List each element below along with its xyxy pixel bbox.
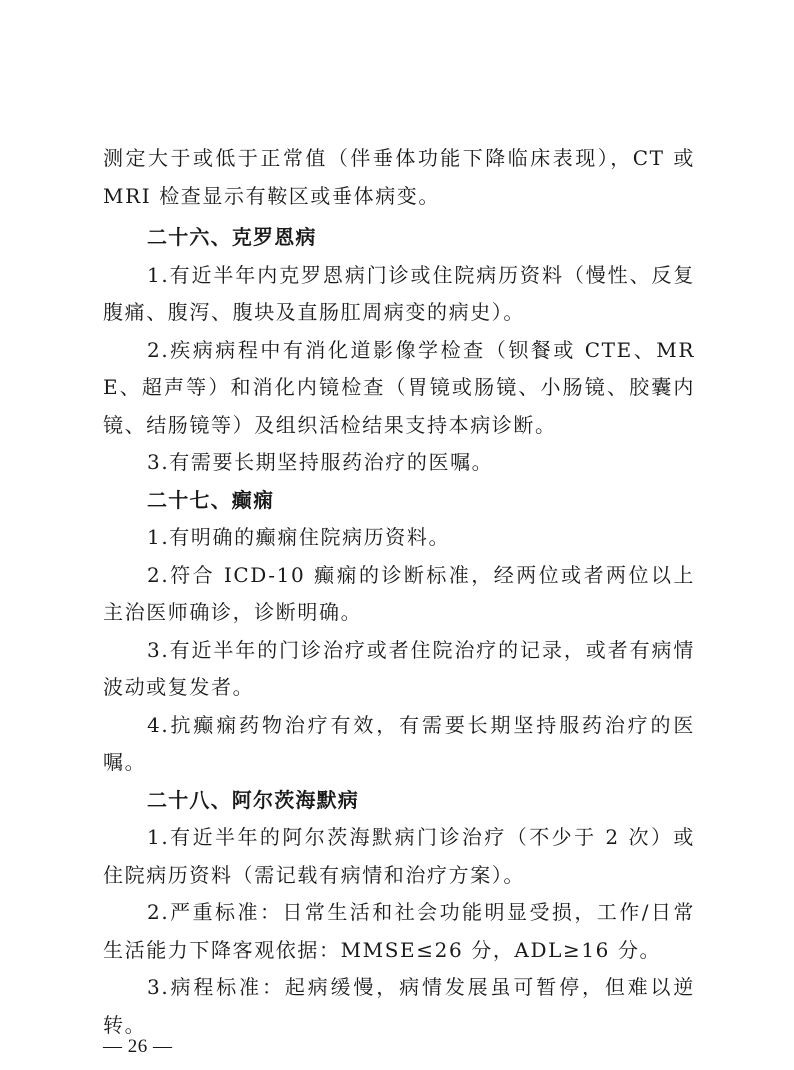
alzheimers-item-3: 3.病程标准：起病缓慢，病情发展虽可暂停，但难以逆转。 [103,975,695,1037]
crohns-item-3: 3.有需要长期坚持服药治疗的医嘱。 [147,450,494,474]
epilepsy-item-2: 2.符合 ICD-10 癫痫的诊断标准，经两位或者两位以上主治医师确诊，诊断明确。 [103,562,695,624]
page-number: — 26 — [103,1036,173,1057]
epilepsy-item-1: 1.有明确的癫痫住院病历资料。 [147,525,451,549]
epilepsy-item-4: 4.抗癫痫药物治疗有效，有需要长期坚持服药治疗的医嘱。 [103,712,695,774]
section-heading-alzheimers: 二十八、阿尔茨海默病 [147,787,359,812]
document-body [103,140,695,1044]
section-heading-crohns: 二十六、克罗恩病 [147,225,317,249]
crohns-item-2: 2.疾病病程中有消化道影像学检查（钡餐或 CTE、MRE、超声等）和消化内镜检查（胃镜或肠镜、小肠镜、胶囊内镜、结肠镜等）及组织活检结果支持本病诊断。 [103,337,695,437]
alzheimers-item-1: 1.有近半年的阿尔茨海默病门诊治疗（不少于 2 次）或住院病历资料（需记载有病情和治疗方案）。 [103,825,695,887]
crohns-item-1: 1.有近半年内克罗恩病门诊或住院病历资料（慢性、反复腹痛、腹泻、腹块及直肠肛周病变的病史）。 [103,262,695,324]
epilepsy-item-3: 3.有近半年的门诊治疗或者住院治疗的记录，或者有病情波动或复发者。 [103,637,695,699]
alzheimers-item-2: 2.严重标准：日常生活和社会功能明显受损，工作/日常生活能力下降客观依据：MMSE≤26 分，ADL≥16 分。 [103,900,695,962]
continuation-paragraph: 测定大于或低于正常值（伴垂体功能下降临床表现），CT 或 MRI 检查显示有鞍区或垂体病变。 [103,146,695,208]
section-heading-epilepsy: 二十七、癫痫 [147,487,275,512]
